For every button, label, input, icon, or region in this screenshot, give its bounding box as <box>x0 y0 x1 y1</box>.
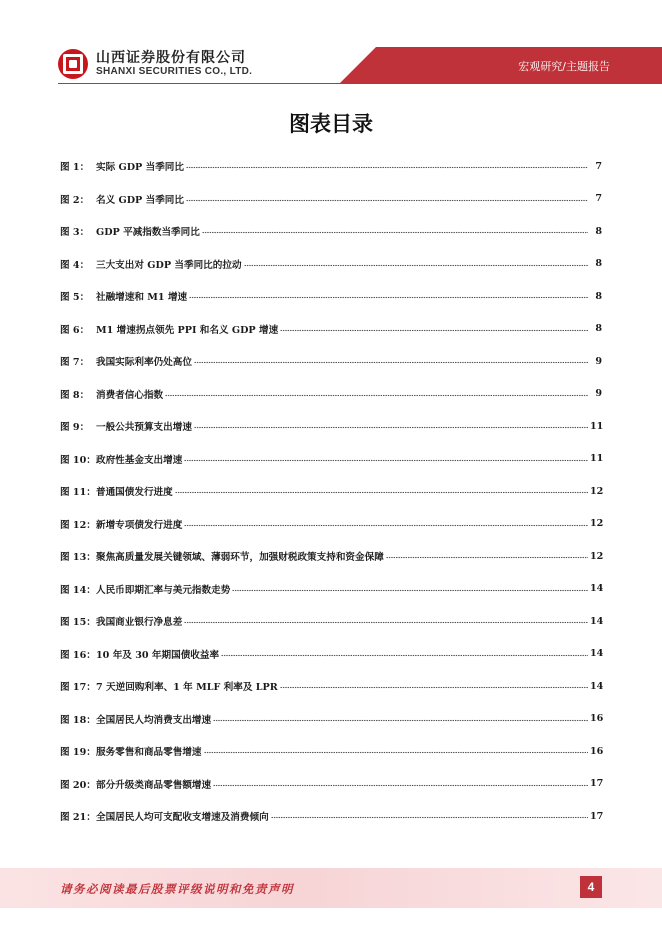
toc-entry-page: 12 <box>590 485 604 497</box>
toc-entry-label: 图 12： <box>60 519 96 531</box>
toc-entry-label: 图 6： <box>60 324 90 336</box>
toc-entry-title: 一般公共预算支出增速 <box>96 422 192 434</box>
toc-entry-title: 聚焦高质量发展关键领域、薄弱环节，加强财税政策支持和资金保障 <box>96 552 384 564</box>
toc-entry[interactable] <box>60 443 602 476</box>
toc-entry[interactable] <box>60 313 602 346</box>
toc-entry-page: 11 <box>590 453 604 465</box>
toc-entry-page: 17 <box>590 778 604 790</box>
toc-entry[interactable] <box>60 475 602 508</box>
toc-entry-label: 图 2： <box>60 194 90 206</box>
disclaimer-text[interactable]: 请务必阅读最后股票评级说明和免责声明 <box>60 882 294 896</box>
header-divider <box>58 83 662 84</box>
page-title: 图表目录 <box>289 112 373 136</box>
toc-entry[interactable] <box>60 508 602 541</box>
toc-entry[interactable] <box>60 800 602 833</box>
toc-leader-dots <box>186 162 588 170</box>
toc-entry-page: 16 <box>590 713 604 725</box>
toc-entry[interactable] <box>60 280 602 313</box>
toc-entry-label: 图 4： <box>60 259 90 271</box>
toc-entry-title: GDP 平减指数当季同比 <box>96 227 200 239</box>
toc-entry-page: 12 <box>590 550 604 562</box>
toc-entry-title: 人民币即期汇率与美元指数走势 <box>96 584 231 596</box>
toc-entry[interactable] <box>60 150 602 183</box>
table-of-figures <box>60 150 602 833</box>
toc-entry-title: 政府性基金支出增速 <box>96 454 183 466</box>
toc-entry-label: 图 16： <box>60 649 96 661</box>
toc-entry-page: 8 <box>595 225 602 237</box>
toc-entry[interactable] <box>60 768 602 801</box>
toc-entry-title: 部分升级类商品零售额增速 <box>96 779 212 791</box>
toc-entry-title: 普通国债发行进度 <box>96 487 173 499</box>
toc-entry[interactable] <box>60 215 602 248</box>
toc-entry-page: 14 <box>590 583 604 595</box>
toc-entry-title: 三大支出对 GDP 当季同比的拉动 <box>96 259 242 271</box>
toc-entry-title: M1 增速拐点领先 PPI 和名义 GDP 增速 <box>96 324 279 336</box>
company-name-en: SHANXI SECURITIES CO., LTD. <box>96 66 253 77</box>
toc-entry-title: 我国商业银行净息差 <box>96 617 183 629</box>
toc-entry-label: 图 18： <box>60 714 96 726</box>
toc-leader-dots <box>232 585 588 593</box>
toc-entry-page: 8 <box>595 290 602 302</box>
toc-leader-dots <box>194 422 588 430</box>
toc-entry[interactable] <box>60 540 602 573</box>
toc-leader-dots <box>280 682 588 690</box>
toc-entry-page: 11 <box>590 420 604 432</box>
toc-leader-dots <box>386 552 588 560</box>
toc-entry-page: 8 <box>595 323 602 335</box>
toc-entry[interactable] <box>60 378 602 411</box>
company-logo-icon <box>58 49 88 79</box>
header-band <box>340 47 662 83</box>
toc-entry-title: 全国居民人均消费支出增速 <box>96 714 212 726</box>
toc-entry[interactable] <box>60 735 602 768</box>
toc-entry-label: 图 13： <box>60 552 96 564</box>
toc-entry-label: 图 7： <box>60 357 90 369</box>
report-type-label: 宏观研究/主题报告 <box>518 60 610 73</box>
toc-leader-dots <box>184 617 588 625</box>
toc-entry-page: 14 <box>590 615 604 627</box>
toc-entry-label: 图 10： <box>60 454 96 466</box>
toc-entry-label: 图 9： <box>60 422 90 434</box>
toc-entry-title: 10 年及 30 年期国债收益率 <box>96 649 220 661</box>
toc-entry-title: 我国实际利率仍处高位 <box>96 357 192 369</box>
toc-entry-label: 图 20： <box>60 779 96 791</box>
toc-entry[interactable] <box>60 183 602 216</box>
toc-entry[interactable] <box>60 410 602 443</box>
toc-leader-dots <box>184 455 588 463</box>
toc-entry-title: 服务零售和商品零售增速 <box>96 747 202 759</box>
toc-entry[interactable] <box>60 345 602 378</box>
toc-entry-page: 7 <box>595 193 602 205</box>
toc-entry-title: 7 天逆回购利率、1 年 MLF 利率及 LPR <box>96 682 278 694</box>
toc-entry-label: 图 11： <box>60 487 96 499</box>
toc-entry-page: 12 <box>590 518 604 530</box>
toc-entry-label: 图 14： <box>60 584 96 596</box>
toc-entry[interactable] <box>60 670 602 703</box>
toc-entry-page: 8 <box>595 258 602 270</box>
toc-entry-page: 17 <box>590 810 604 822</box>
toc-entry[interactable] <box>60 248 602 281</box>
toc-entry-label: 图 21： <box>60 812 96 824</box>
toc-leader-dots <box>221 650 588 658</box>
toc-entry-label: 图 19： <box>60 747 96 759</box>
toc-entry[interactable] <box>60 573 602 606</box>
toc-entry-page: 14 <box>590 680 604 692</box>
toc-entry-title: 消费者信心指数 <box>96 389 164 401</box>
toc-entry[interactable] <box>60 638 602 671</box>
toc-entry-label: 图 3： <box>60 227 90 239</box>
toc-entry-title: 实际 GDP 当季同比 <box>96 162 184 174</box>
toc-leader-dots <box>202 227 588 235</box>
toc-entry[interactable] <box>60 703 602 736</box>
toc-entry-title: 新增专项债发行进度 <box>96 519 183 531</box>
toc-entry-title: 社融增速和 M1 增速 <box>96 292 188 304</box>
toc-leader-dots <box>189 292 588 300</box>
toc-leader-dots <box>271 812 588 820</box>
toc-entry[interactable] <box>60 605 602 638</box>
toc-leader-dots <box>204 747 588 755</box>
toc-leader-dots <box>184 520 588 528</box>
toc-entry-page: 9 <box>595 388 602 400</box>
company-name-cn: 山西证券股份有限公司 <box>96 50 246 66</box>
toc-entry-page: 14 <box>590 648 604 660</box>
page-number: 4 <box>580 876 602 898</box>
toc-leader-dots <box>186 195 588 203</box>
toc-entry-page: 16 <box>590 745 604 757</box>
toc-entry-label: 图 17： <box>60 682 96 694</box>
toc-entry-label: 图 15： <box>60 617 96 629</box>
page-footer <box>0 868 662 912</box>
page-header <box>0 0 662 92</box>
toc-entry-page: 9 <box>595 355 602 367</box>
toc-entry-label: 图 8： <box>60 389 90 401</box>
toc-leader-dots <box>280 325 588 333</box>
toc-entry-page: 7 <box>595 160 602 172</box>
toc-leader-dots <box>194 357 588 365</box>
toc-leader-dots <box>244 260 588 268</box>
toc-entry-title: 名义 GDP 当季同比 <box>96 194 184 206</box>
toc-entry-label: 图 1： <box>60 162 90 174</box>
toc-entry-title: 全国居民人均可支配收支增速及消费倾向 <box>96 812 269 824</box>
toc-leader-dots <box>175 487 588 495</box>
toc-leader-dots <box>165 390 588 398</box>
toc-entry-label: 图 5： <box>60 292 90 304</box>
toc-leader-dots <box>213 715 588 723</box>
toc-leader-dots <box>213 780 588 788</box>
